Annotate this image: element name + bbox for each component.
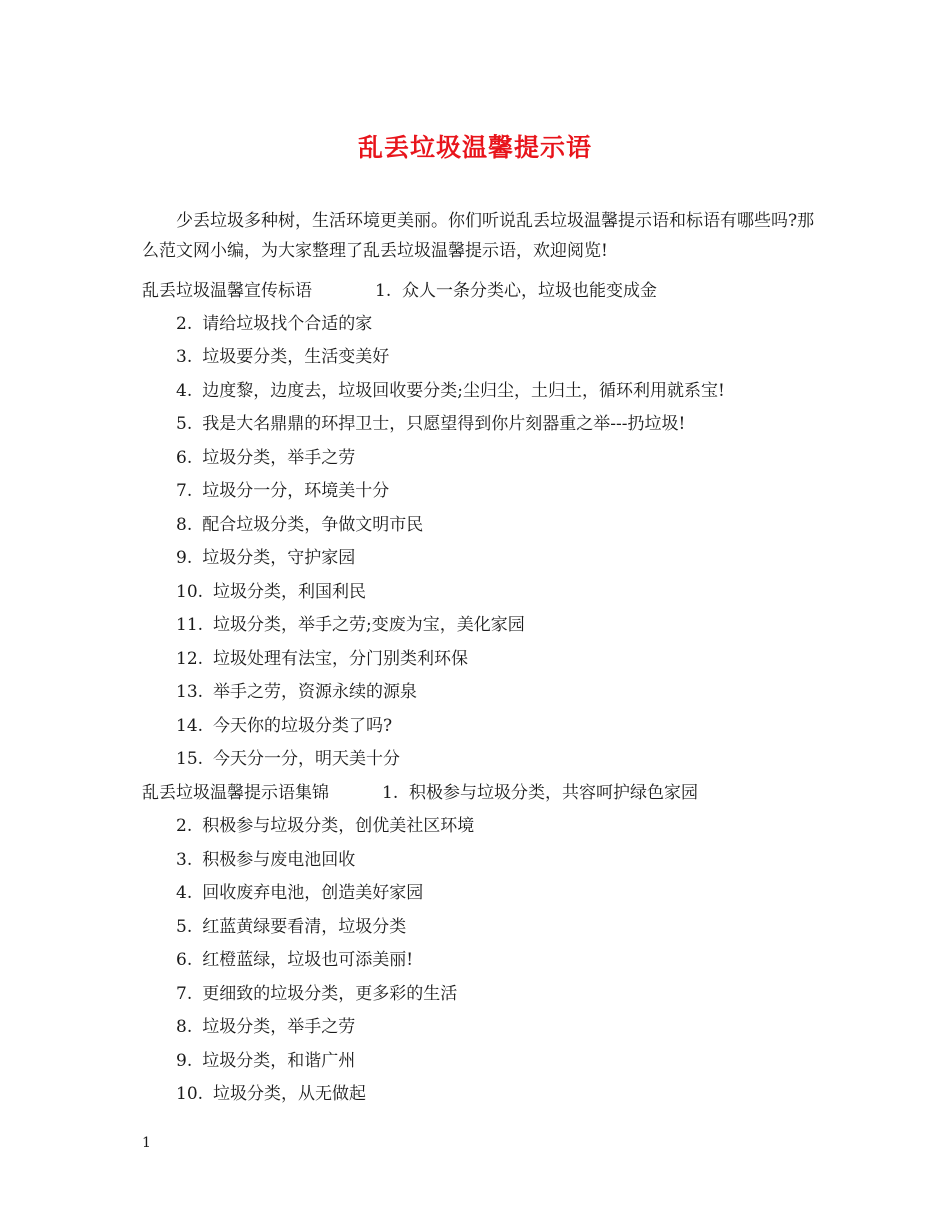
list-item [176,547,355,569]
list-item [176,882,423,904]
list-item [176,849,355,871]
item-number: 11. [176,615,204,635]
list-item [176,1050,355,1072]
list-item [176,581,366,603]
section-title: 乱丢垃圾温馨宣传标语 [142,281,312,301]
list-item [176,648,468,670]
item-number: 5. [176,414,193,434]
item-text: 垃圾分类，利国利民 [213,582,367,602]
item-number: 13. [176,682,204,702]
list-item [176,614,525,636]
list-item [176,983,457,1005]
item-text: 垃圾要分类，生活变美好 [202,347,390,367]
list-item [176,681,417,703]
list-item [176,514,423,536]
list-item [176,815,474,837]
item-text: 我是大名鼎鼎的环捍卫士，只愿望得到你片刻器重之举---扔垃圾! [202,414,686,434]
item-text: 举手之劳，资源永续的源泉 [213,682,418,702]
item-text: 垃圾分类，守护家园 [202,548,356,568]
item-text: 边度黎，边度去，垃圾回收要分类;尘归尘，土归土，循环利用就系宝! [202,381,725,401]
list-item [176,916,406,938]
list-item [176,413,685,435]
item-number: 10. [176,1084,204,1104]
list-item [176,346,389,368]
item-number: 15. [176,749,204,769]
item-number: 6. [176,448,193,468]
item-text: 今天你的垃圾分类了吗? [213,716,393,736]
item-text: 红橙蓝绿，垃圾也可添美丽! [202,950,414,970]
list-item [176,1016,355,1038]
item-number: 6. [176,950,193,970]
item-text: 垃圾分类，和谐广州 [202,1051,356,1071]
item-number: 9. [176,548,193,568]
page-title: 乱丢垃圾温馨提示语 [357,133,592,162]
item-text: 配合垃圾分类，争做文明市民 [202,515,424,535]
item-number: 8. [176,1017,193,1037]
section-heading-line [142,782,698,804]
list-item [176,949,413,971]
item-number: 7. [176,481,193,501]
item-number: 9. [176,1051,193,1071]
item-text: 众人一条分类心，垃圾也能变成金 [402,281,658,301]
list-item [176,748,400,770]
item-text: 今天分一分，明天美十分 [213,749,401,769]
item-number: 1. [382,783,399,803]
item-number: 3. [176,850,193,870]
list-item [176,313,372,335]
list-item [176,380,725,402]
section-title: 乱丢垃圾温馨提示语集锦 [142,783,329,803]
section-heading-line [142,280,657,302]
item-number: 10. [176,582,204,602]
item-text: 红蓝黄绿要看清，垃圾分类 [202,917,407,937]
item-text: 积极参与垃圾分类，共容呵护绿色家园 [409,783,699,803]
item-text: 垃圾分类，举手之劳 [202,448,356,468]
item-text: 垃圾分类，从无做起 [213,1084,367,1104]
item-text: 垃圾分类，举手之劳;变废为宝，美化家园 [213,615,525,635]
item-text: 垃圾处理有法宝，分门别类利环保 [213,649,469,669]
list-item [176,447,355,469]
item-text: 回收废弃电池，创造美好家园 [202,883,424,903]
item-number: 8. [176,515,193,535]
item-text: 积极参与垃圾分类，创优美社区环境 [202,816,475,836]
item-number: 3. [176,347,193,367]
item-number: 1. [375,281,392,301]
list-item [176,715,392,737]
page-number: 1 [142,1135,151,1151]
intro-paragraph: 少丢垃圾多种树，生活环境更美丽。你们听说乱丢垃圾温馨提示语和标语有哪些吗?那么范文网小编，为大家整理了乱丢垃圾温馨提示语，欢迎阅览! [142,211,815,261]
item-number: 2. [176,816,193,836]
item-text: 更细致的垃圾分类，更多彩的生活 [202,984,458,1004]
item-number: 4. [176,883,193,903]
item-text: 垃圾分类，举手之劳 [202,1017,356,1037]
item-number: 4. [176,381,193,401]
item-number: 14. [176,716,204,736]
item-number: 12. [176,649,204,669]
item-number: 7. [176,984,193,1004]
list-item [176,480,389,502]
item-text: 请给垃圾找个合适的家 [202,314,373,334]
item-number: 5. [176,917,193,937]
list-item [176,1083,366,1105]
item-text: 垃圾分一分，环境美十分 [202,481,390,501]
item-text: 积极参与废电池回收 [202,850,356,870]
item-number: 2. [176,314,193,334]
